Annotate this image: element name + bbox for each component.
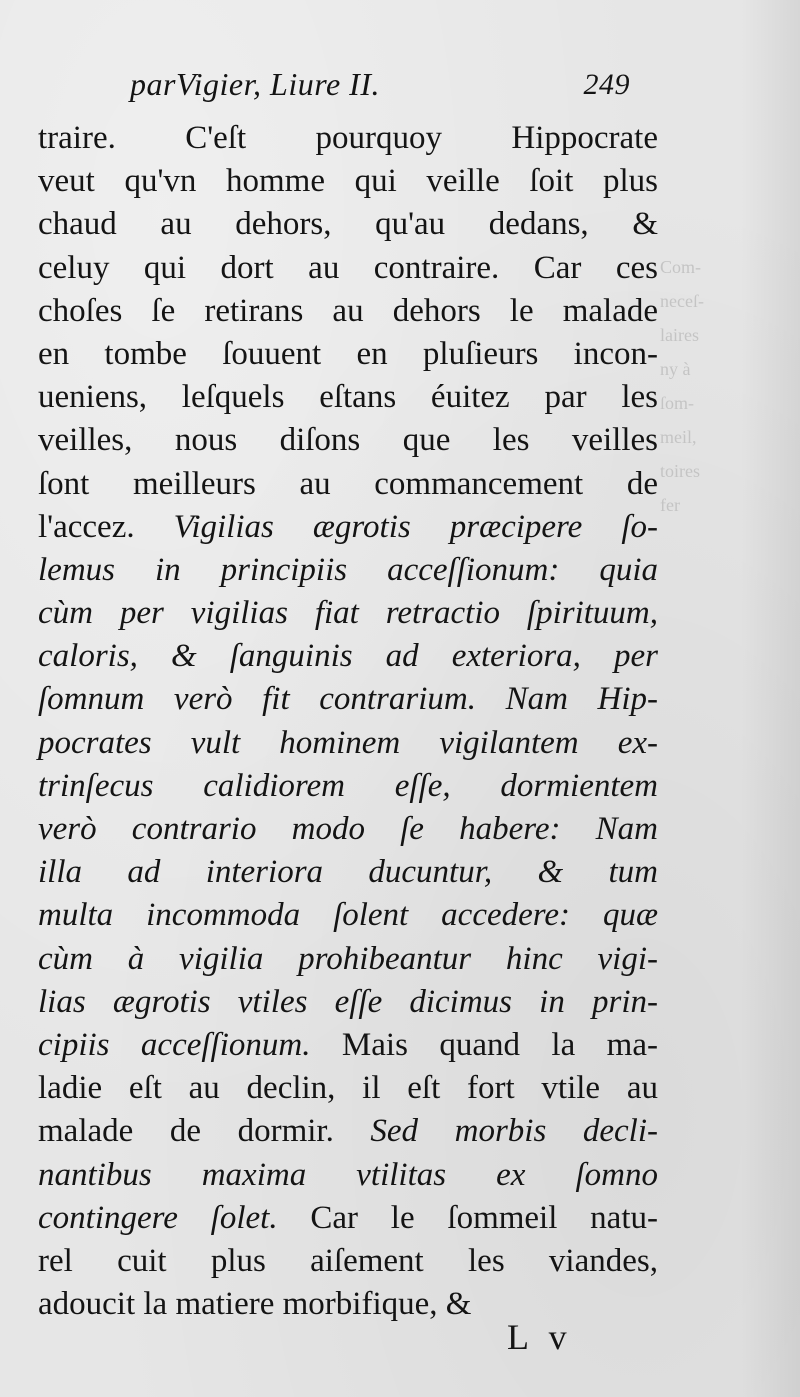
running-head (130, 66, 630, 106)
text-line (38, 1154, 658, 1197)
text-line (38, 894, 658, 937)
latin-quotation: trinſecus calidiorem eſſe, dormientem (38, 767, 658, 804)
text-line (38, 333, 658, 376)
latin-quotation: lias ægrotis vtiles eſſe dicimus in prin- (38, 983, 658, 1020)
catchword: L v (507, 1317, 573, 1357)
text-line (38, 463, 658, 506)
french-text: veut qu'vn homme qui veille ſoit plus (38, 163, 658, 200)
latin-quotation: Vigilias ægrotis præcipere ſo- (173, 508, 658, 545)
french-text: malade de dormir. (38, 1113, 371, 1150)
text-line (38, 1197, 658, 1240)
text-line (38, 506, 658, 549)
text-line (38, 851, 658, 894)
latin-quotation: cùm per vigilias fiat retractio ſpirituum, (38, 595, 658, 632)
running-head-title: parVigier, Liure II. (130, 66, 380, 102)
french-text: Car le ſommeil natu- (310, 1199, 658, 1236)
french-text: traire. C'eſt pourquoy Hippocrate (38, 120, 658, 156)
latin-quotation: nantibus maxima vtilitas ex ſomno (38, 1156, 658, 1193)
text-line (38, 290, 658, 333)
latin-quotation: Sed morbis decli- (370, 1113, 659, 1150)
latin-quotation: illa ad interiora ducuntur, & tum (38, 854, 658, 891)
latin-quotation: verò contrario modo ſe habere: Nam (38, 811, 658, 847)
french-text: rel cuit plus aiſement les viandes, (38, 1242, 658, 1279)
text-line (38, 160, 658, 203)
latin-quotation: contingere ſolet. (38, 1199, 311, 1236)
text-line (38, 247, 658, 290)
french-text: celuy qui dort au contraire. Car ces (38, 249, 658, 286)
text-line (38, 376, 658, 419)
text-line (38, 1024, 658, 1067)
latin-quotation: Nam Hip- (505, 681, 658, 718)
french-text: Mais quand la ma- (341, 1026, 658, 1063)
text-line (38, 981, 658, 1024)
latin-quotation: ſomnum verò fit contrarium. (38, 681, 506, 718)
body-text (38, 117, 658, 1326)
french-text: adoucit la matiere morbifique, & (38, 1286, 472, 1323)
text-line (38, 938, 658, 981)
french-text: ſont meilleurs au commancement de (38, 465, 658, 502)
french-text: veilles, nous diſons que les veilles (38, 422, 658, 459)
text-line (38, 635, 658, 678)
french-text: ueniens, leſquels eſtans éuitez par les (38, 379, 658, 416)
text-line (38, 808, 658, 851)
text-line (38, 419, 658, 462)
french-text: en tombe ſouuent en pluſieurs incon- (38, 335, 658, 372)
text-line (38, 1067, 658, 1110)
page-edge-shadow (740, 0, 800, 1397)
french-text: choſes ſe retirans au dehors le malade (38, 292, 658, 329)
latin-quotation: caloris, & ſanguinis ad exteriora, per (38, 638, 658, 675)
latin-quotation: pocrates vult hominem vigilantem ex- (38, 724, 658, 761)
text-line (38, 549, 658, 592)
text-line (38, 592, 658, 635)
french-text: chaud au dehors, qu'au dedans, & (38, 206, 658, 243)
page-number: 249 (583, 68, 630, 101)
latin-quotation: cipiis acceſſionum. (38, 1026, 342, 1063)
text-line (38, 1110, 658, 1153)
french-text: l'accez. (38, 508, 174, 545)
bleed-through-text: Com- neceſ- laires ny à ſom- meil, toires fer (660, 257, 704, 515)
latin-quotation: multa incommoda ſolent accedere: quæ (38, 897, 658, 934)
text-line (38, 1240, 658, 1283)
text-line (38, 117, 658, 160)
text-line (38, 678, 658, 721)
text-line (38, 722, 658, 765)
text-line (38, 203, 658, 246)
latin-quotation: lemus in principiis acceſſionum: quia (38, 551, 658, 588)
latin-quotation: cùm à vigilia prohibeantur hinc vigi- (38, 940, 658, 977)
text-line (38, 765, 658, 808)
french-text: ladie eſt au declin, il eſt fort vtile au (38, 1070, 658, 1107)
